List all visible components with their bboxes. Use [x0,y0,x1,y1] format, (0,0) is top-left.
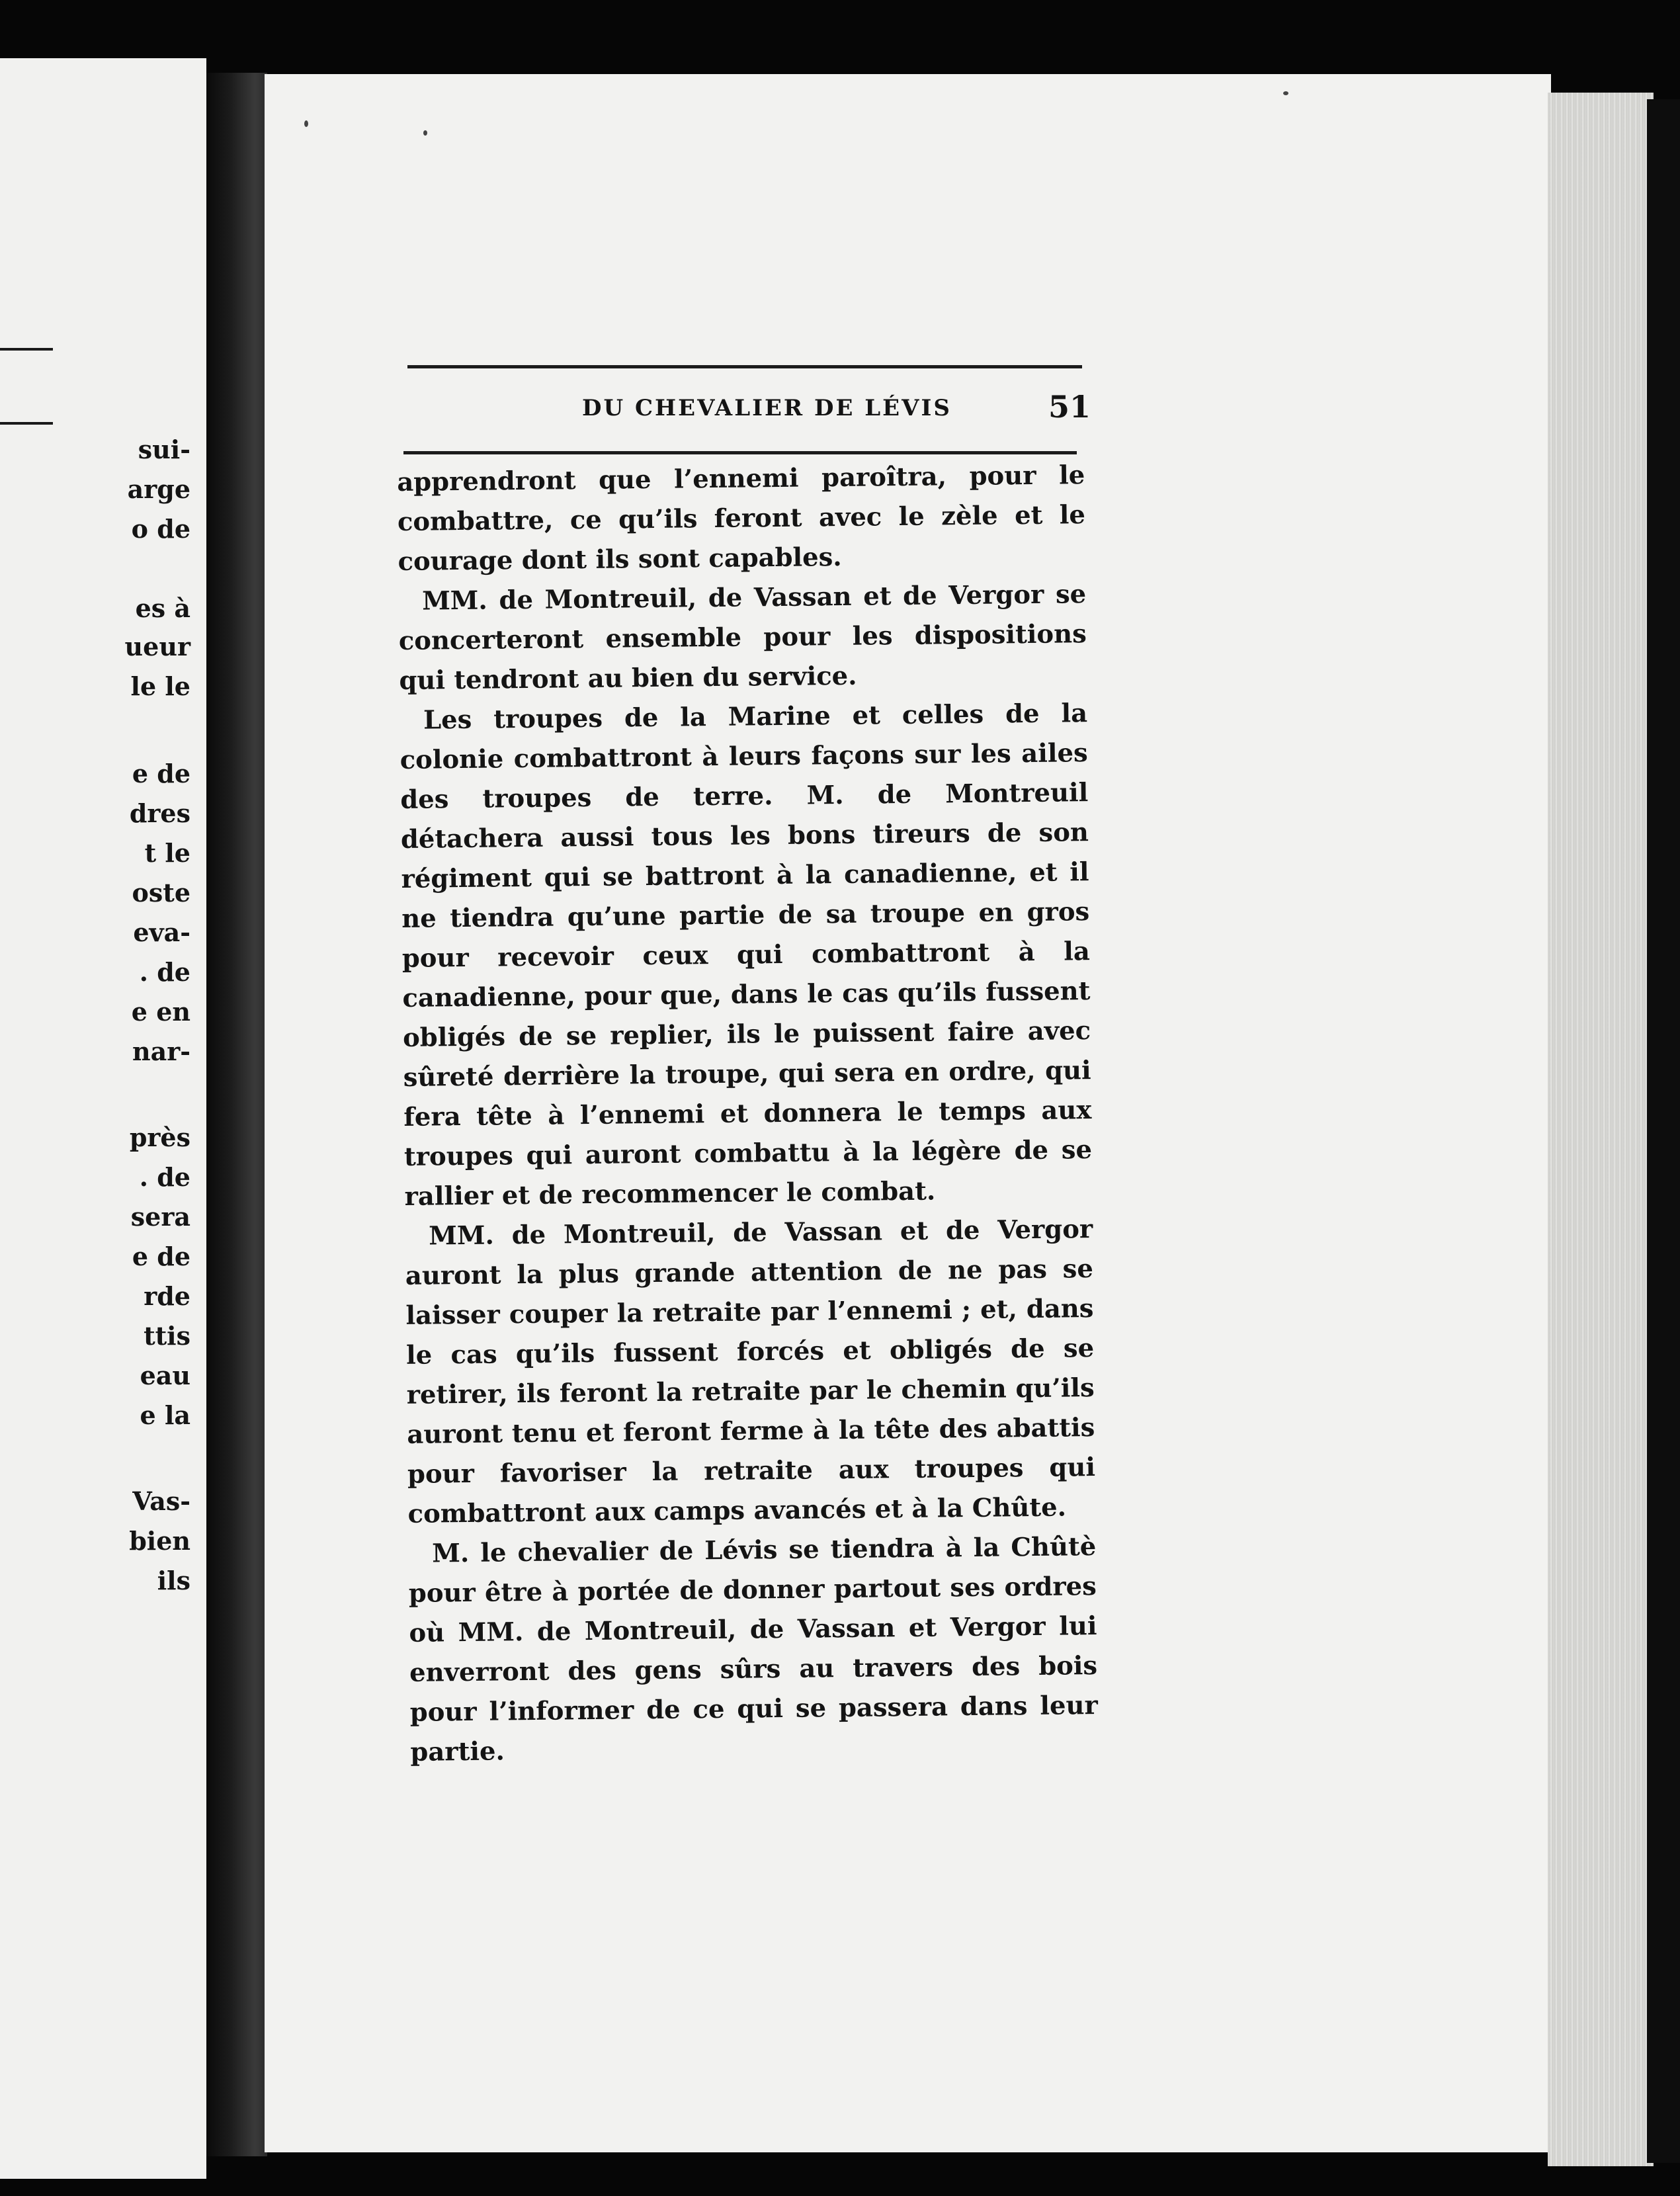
left-header-rule-top [0,348,53,351]
paragraph-2: MM. de Montreuil, de Vassan et de Vergor se concerteront ensemble pour les dispositions qui tendront au bien du service. [398,579,1087,696]
book-fore-edge [1548,93,1654,2166]
left-page-fragment: nar- [132,1036,190,1066]
left-page-fragment: ttis [144,1321,190,1351]
left-page-fragment: ils [157,1566,190,1595]
header-rule-top [407,365,1082,368]
running-title: DU CHEVALIER DE LÉVIS [582,395,952,421]
paragraph-1: apprendront que l’ennemi paroîtra, pour le combattre, ce qu’ils feront avec le zèle et le courage dont ils sont capables. [397,460,1086,577]
header-rule-bottom [403,451,1077,454]
left-page-fragment: eau [140,1361,190,1390]
left-page-fragment: sera [130,1202,190,1232]
left-header-rule-bottom [0,422,53,425]
paragraph-4: MM. de Montreuil, de Vassan et de Vergor auront la plus grande attention de ne pas se laisser couper la retraite par l’ennemi ; et, dans le cas qu’ils fussent forcés et obligés de se retirer, ils feront la retraite par le chemin qu’ils auront tenu et feront ferme à la tête des abattis pour favoriser la retraite aux troupes qui combattront aux camps avancés et à la Chûte. [405,1214,1096,1529]
left-page-fragment: eva- [133,917,190,947]
paragraph-3: Les troupes de la Marine et celles de la colonie combattront à leurs façons sur les ailes des troupes de terre. M. de Montreuil détachera aussi tous les bons tireurs de son régiment qui se battront à la canadienne, et il ne tiendra qu’une partie de sa troupe en gros pour recevoir ceux qui combattront à la canadienne, pour que, dans le cas qu’ils fussent obligés de se replier, ils le puissent faire avec sûreté derrière la troupe, qui sera en ordre, qui fera tête à l’ennemi et donnera le temps aux troupes qui auront combattu à la légère de se rallier et de recommencer le combat. [399,698,1093,1212]
left-page-fragment: es à [135,593,190,623]
left-page-fragment: . de [139,1162,190,1192]
left-page-fragment: arge [127,474,190,504]
left-page-fragment: le le [130,671,190,701]
left-page-fragment: dres [129,798,190,828]
left-page-fragment: e de [132,1242,190,1271]
left-page-fragment: Vas- [132,1486,190,1516]
paragraph-5: M. le chevalier de Lévis se tiendra à la Chûtè pour être à portée de donner partout ses ordres où MM. de Montreuil, de Vassan et Vergor lui enverront des gens sûrs au travers des bois pour l’informer de ce qui se passera dans leur partie. [408,1532,1098,1767]
left-page-fragment: bien [129,1526,190,1556]
left-page-fragment: rde [144,1281,190,1311]
left-page-fragment: ueur [124,632,190,661]
left-page-fragment: e en [131,997,190,1027]
left-page-fragment: e de [132,759,190,788]
left-page-fragment: o de [131,514,190,544]
left-page [0,58,206,2179]
page-number: 51 [1048,389,1091,425]
left-page-fragment: . de [139,957,190,987]
left-page-fragment: t le [144,838,190,868]
fore-edge-shadow [1647,99,1680,2163]
left-page-fragment: sui- [138,435,190,464]
body-text [397,456,1099,1773]
right-page [265,74,1551,2152]
left-page-fragment: e la [140,1400,190,1430]
left-page-fragment: oste [132,878,190,908]
left-page-fragment: près [129,1122,190,1152]
binding-gutter [206,73,267,2156]
